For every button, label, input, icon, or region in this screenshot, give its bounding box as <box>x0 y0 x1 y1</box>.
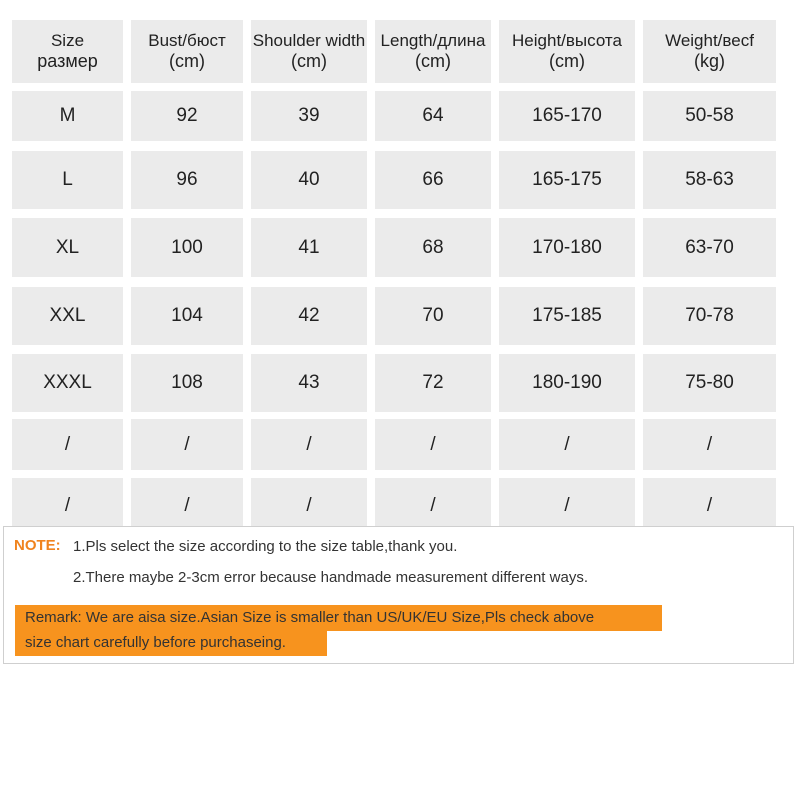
table-cell-height: 175-185 <box>499 287 635 345</box>
header-weight-unit: (kg) <box>694 50 725 71</box>
table-cell-shoulder: 41 <box>251 218 367 277</box>
table-cell-weight: 70-78 <box>643 287 776 345</box>
table-cell-size: XL <box>12 218 123 277</box>
table-cell-weight: 63-70 <box>643 218 776 277</box>
table-cell-size: L <box>12 151 123 209</box>
table-cell-shoulder: 40 <box>251 151 367 209</box>
header-height-unit: (cm) <box>549 50 585 71</box>
remark-line-2: size chart carefully before purchaseing. <box>15 630 327 656</box>
table-cell-shoulder: 42 <box>251 287 367 345</box>
table-cell-weight: / <box>643 419 776 470</box>
header-weight <box>643 20 776 83</box>
size-table <box>12 20 784 533</box>
header-height <box>499 20 635 83</box>
table-cell-weight: 58-63 <box>643 151 776 209</box>
header-height-label: Height/высота <box>512 31 622 51</box>
header-bust <box>131 20 243 83</box>
header-length <box>375 20 491 83</box>
remark-line-1: Remark: We are aisa size.Asian Size is smaller than US/UK/EU Size,Pls check above <box>15 605 662 631</box>
note-label: NOTE: <box>14 537 61 554</box>
header-bust-label: Bust/бюст <box>148 31 226 51</box>
table-cell-bust: / <box>131 419 243 470</box>
header-shoulder-unit: (cm) <box>291 50 327 71</box>
header-weight-label: Weight/весf <box>665 31 754 51</box>
table-cell-bust: 100 <box>131 218 243 277</box>
table-cell-bust: 108 <box>131 354 243 412</box>
table-cell-length: 72 <box>375 354 491 412</box>
table-cell-length: / <box>375 478 491 533</box>
note-line-2: 2.There maybe 2-3cm error because handmade measurement different ways. <box>73 569 588 586</box>
table-cell-length: / <box>375 419 491 470</box>
header-length-unit: (cm) <box>415 50 451 71</box>
header-shoulder-label: Shoulder width <box>252 31 366 51</box>
table-cell-shoulder: 43 <box>251 354 367 412</box>
table-cell-bust: / <box>131 478 243 533</box>
table-cell-length: 70 <box>375 287 491 345</box>
table-cell-size: XXXL <box>12 354 123 412</box>
table-cell-bust: 96 <box>131 151 243 209</box>
table-cell-shoulder: 39 <box>251 91 367 141</box>
note-box <box>3 526 794 664</box>
table-cell-weight: 75-80 <box>643 354 776 412</box>
table-cell-weight: 50-58 <box>643 91 776 141</box>
header-size-label: Size <box>50 31 85 51</box>
table-cell-height: 180-190 <box>499 354 635 412</box>
table-cell-height: / <box>499 419 635 470</box>
table-cell-shoulder: / <box>251 478 367 533</box>
header-size <box>12 20 123 83</box>
table-cell-height: 170-180 <box>499 218 635 277</box>
table-cell-size: / <box>12 419 123 470</box>
table-cell-shoulder: / <box>251 419 367 470</box>
table-cell-height: 165-175 <box>499 151 635 209</box>
table-cell-size: / <box>12 478 123 533</box>
table-cell-length: 68 <box>375 218 491 277</box>
header-bust-unit: (cm) <box>169 50 205 71</box>
header-length-label: Length/длина <box>380 31 486 51</box>
table-cell-bust: 104 <box>131 287 243 345</box>
table-cell-size: XXL <box>12 287 123 345</box>
header-size-sub: размер <box>37 50 98 71</box>
header-shoulder <box>251 20 367 83</box>
table-cell-height: 165-170 <box>499 91 635 141</box>
table-cell-length: 64 <box>375 91 491 141</box>
table-cell-weight: / <box>643 478 776 533</box>
table-cell-height: / <box>499 478 635 533</box>
table-cell-bust: 92 <box>131 91 243 141</box>
table-cell-size: M <box>12 91 123 141</box>
table-cell-length: 66 <box>375 151 491 209</box>
note-line-1: 1.Pls select the size according to the size table,thank you. <box>73 538 458 555</box>
